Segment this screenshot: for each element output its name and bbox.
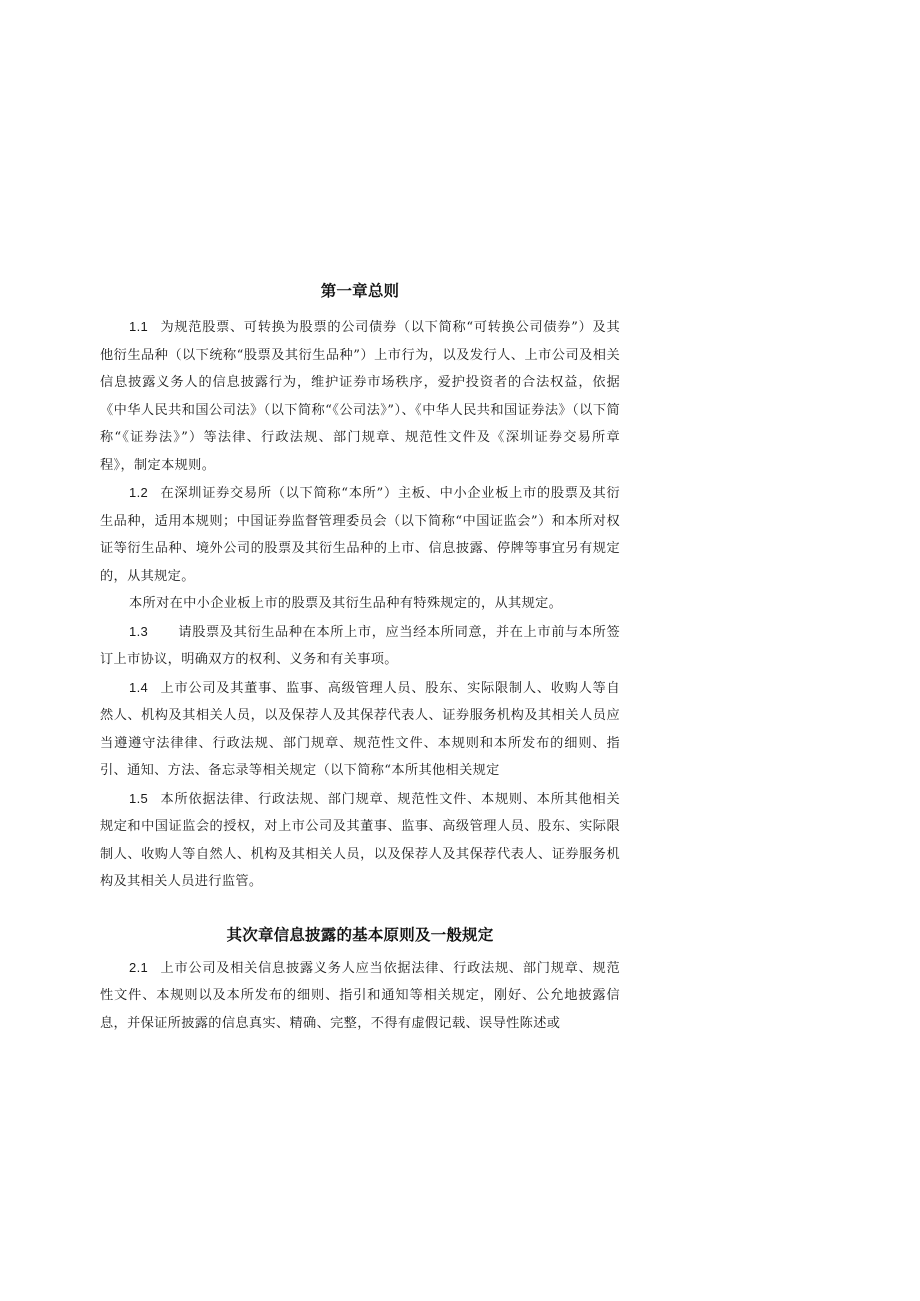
document-content — [100, 278, 620, 1037]
paragraph-1-4 — [100, 674, 620, 785]
clause-text: 上市公司及相关信息披露义务人应当依据法律、行政法规、部门规章、规范性文件、本规则以及本所发布的细则、指引和通知等相关规定，刚好、公允地披露信息，并保证所披露的信息真实、精确、完整，不得有虚假记载、误导性陈述或 — [100, 960, 620, 1031]
paragraph-1-2-supplement — [100, 590, 620, 618]
clause-number: 1.5 — [129, 790, 149, 806]
clause-text: 本所对在中小企业板上市的股票及其衍生品种有特殊规定的，从其规定。 — [129, 596, 563, 611]
clause-number: 1.2 — [129, 485, 149, 500]
clause-text: 为规范股票、可转换为股票的公司债券（以下简称“可转换公司债券”）及其他衍生品种（以下统称“股票及其衍生品种”）上市行为，以及发行人、上市公司及相关信息披露义务人的信息披露行为，维护证券市场秩序，爱护投资者的合法权益，依据《中华人民共和国公司法》（以下简称“《公司法》”）、《中华人民共和国证券法》（以下简称“《证券法》”）等法律、行政法规、部门规章、规范性文件及《深圳证券交易所章程》，制定本规则。 — [100, 320, 620, 473]
chapter-1-title: 第一章总则 — [320, 282, 400, 300]
paragraph-1-1 — [100, 313, 620, 479]
paragraph-1-3 — [100, 618, 620, 674]
clause-number: 1.3 — [129, 623, 149, 639]
clause-number: 1.1 — [129, 319, 149, 334]
clause-text: 在深圳证券交易所（以下简称“本所”）主板、中小企业板上市的股票及其衍生品种，适用本规则；中国证券监督管理委员会（以下简称“中国证监会”）和本所对权证等衍生品种、境外公司的股票及其衍生品种的上市、信息披露、停牌等事宜另有规定的，从其规定。 — [100, 486, 620, 584]
clause-number: 1.4 — [129, 679, 149, 695]
paragraph-2-1 — [100, 954, 620, 1038]
paragraph-1-2 — [100, 479, 620, 590]
clause-text: 上市公司及其董事、监事、高级管理人员、股东、实际限制人、收购人等自然人、机构及其相关人员，以及保荐人及其保荐代表人、证券服务机构及其相关人员应当遵遵守法律律、行政法规、部门规章、规范性文件、本规则和本所发布的细则、指引、通知、方法、备忘录等相关规定（以下简称“本所其他相关规定 — [100, 680, 620, 778]
clause-text: 本所依据法律、行政法规、部门规章、规范性文件、本规则、本所其他相关规定和中国证监会的授权，对上市公司及其董事、监事、高级管理人员、股东、实际限制人、收购人等自然人、机构及其相关人员，以及保荐人及其保荐代表人、证券服务机构及其相关人员进行监管。 — [100, 791, 620, 889]
clause-number: 2.1 — [129, 959, 149, 975]
paragraph-1-5 — [100, 785, 620, 896]
chapter-2-title: 其次章信息披露的基本原则及一般规定 — [226, 925, 494, 944]
clause-text: 请股票及其衍生品种在本所上市，应当经本所同意，并在上市前与本所签订上市协议，明确双方的权利、义务和有关事项。 — [100, 624, 620, 667]
